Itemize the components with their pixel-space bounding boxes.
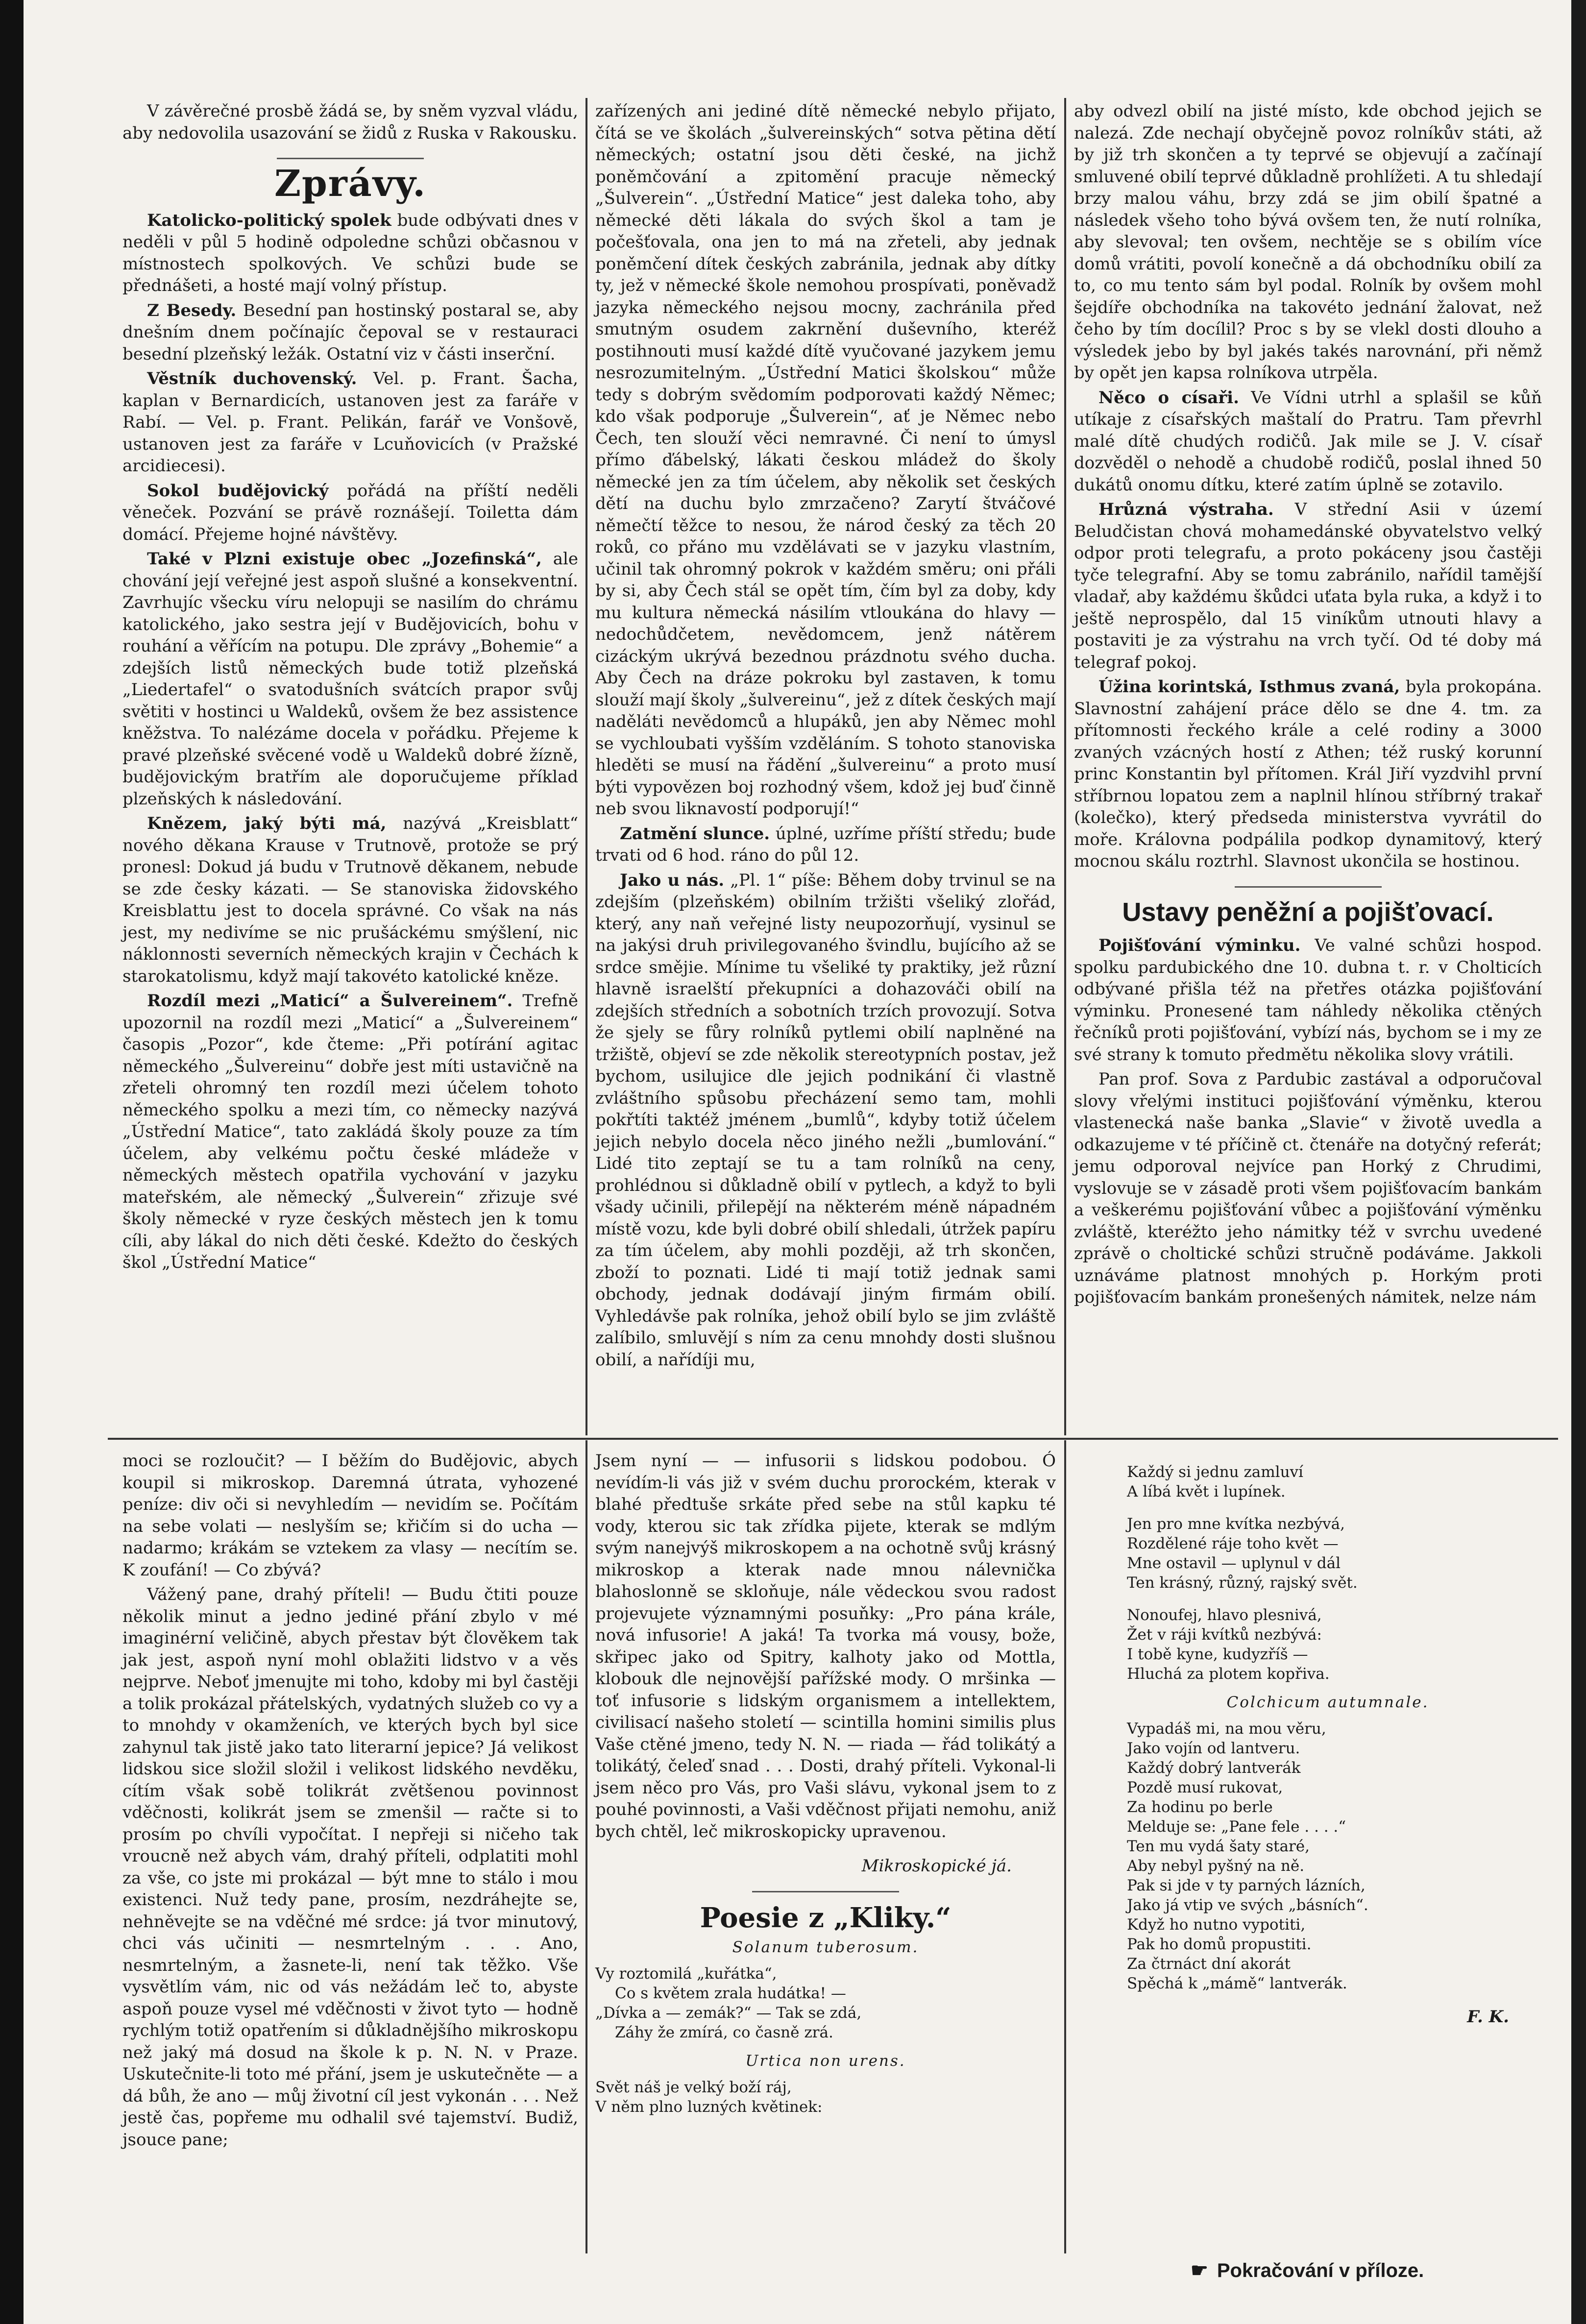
poem-line: Pak si jde v ty parných lázních, xyxy=(1127,1877,1366,1894)
news-item: Sokol budějovický pořádá na příští neděli věneček. Pozvání se právě roznášejí. Toiletta dám domácí. Přejeme hojné návštěvy. xyxy=(122,481,578,544)
news-item: Knězem, jaký býti má, nazývá „Kreisblatt“ nového děkana Krause v Trutnově, protože se prý pronesl: Dokud já budu v Trutnově děkanem, nebude se zde česky kázati. — Se stanoviska židovského Kreisblattu jest to docela správné. Co však na nás jest, my nedivíme se nic prušáckému smýšlení, nic náklonnosti severních německých krajin v Čechách k starokatolismu, když mají takovéto katolické kněze. xyxy=(122,814,579,986)
poem-line: Vypadáš mi, na mou věru, xyxy=(1127,1720,1326,1738)
poem-line: Aby nebyl pyšný na ně. xyxy=(1127,1857,1305,1875)
matice-continuation: zařízených ani jediné dítě německé nebylo přijato, čítá se ve školách „šulvereinských“ sotva pětina dětí německých; ostatní jsou děti české, na jichž poněmčování a zpitomění pracuje německý „Šulverein“. „Ústřední Matice“ jest daleka toho, aby německé děti lákala do svých škol a tam je počešťovala, ona jen to má na zřeteli, aby jednak poněmčení dítek českých zabránila, jednak aby dítky ty, jež v německé škole nemohou prospívati, poněvadž jazyka německého nejsou mocny, zachránila před smutným osudem zakrnění duševního, kteréž postihnouti musí každé dítě vyučované jazykem jemu nesrozumitelným. „Ústřední Matici školskou“ může tedy s dobrým svědomím podporovati každý Němec; kdo však podporuje „Šulverein“, ať je Němec nebo Čech, ten slouží věci nemravné. Či není to úmysl přímo ďábelský, lákati českou mládež do školy německé jen za tím účelem, aby několik set českých dětí na duchu bylo zmrzačeno? Zarytí štváčové němečtí těžce to nesou, že národ český za těch 20 roků, co přáno mu vzdělávati se v jazyku vlastním, učinil tak ohromný pokrok v každém směru; oni přáli by si, aby Čech stál se opět tím, čím byl za doby, kdy mu kultura německá násilím vtloukána do hlavy — nedochůdčetem, nevědomcem, jenž nátěrem cizáckým ukrývá bezednou prázdnotu svého ducha. Aby Čech na dráze pokroku byl zastaven, k tomu slouží mají školy „šulvereinu“, jež z dítek českých mají naděláti nevědomců a hlupáků, jen aby Němec mohl se vychloubati vyšším vzděláním. S tohoto stanoviska hleděti se musí na řádění „šulvereinu“ a proto musí býti vypovězen boj rozhodný všem, kdož jej buď činně neb svou liknavostí podporují!“ xyxy=(595,101,1056,819)
poem-title: Urtica non urens. xyxy=(745,2052,906,2070)
feuilleton-text: moci se rozloučit? — I běžím do Budějovic, abych koupil si mikroskop. Daremná útrata, vyhozené peníze: div oči si nevyhledím — nevidím se. Počítám na sebe volati — neslyším se; křičím si do ucha — nadarmo; krákám se vztekem za vlasy — necítím se. K zoufání! — Co zbývá? xyxy=(122,1451,578,1580)
bottom-column-2 xyxy=(595,1450,1056,2117)
divider xyxy=(1235,886,1382,888)
column-2 xyxy=(595,100,1056,1374)
poem-line: Nonoufej, hlavo plesnivá, xyxy=(1127,1606,1322,1624)
pointing-hand-icon: ☛ xyxy=(1191,2260,1208,2281)
column-3 xyxy=(1074,100,1542,1311)
signature: Mikroskopické já. xyxy=(861,1856,1012,1876)
poem-line: Ten krásný, různý, rajský svět. xyxy=(1127,1574,1358,1592)
column-1 xyxy=(122,100,578,1277)
poem-line: V něm plno luzných květinek: xyxy=(595,2098,823,2116)
feuilleton-text: Vážený pane, drahý příteli! — Budu čtiti pouze několik minut a jedno jediné přání zbylo v mé imaginérní veličině, abych přestav být člověkem tak jak jest, aspoň nyní mohl oblažiti lidstvo v a věs nejprve. Neboť jmenujte mi toho, kdoby mi byl častěji a tolik prokázal přátelských, vydatných služeb co vy a to mnohdy v okamženích, ve kterých bych byl sice zahynul tak jistě jako tato literarní jepice? Já velikost lidskou sice složil složil i velikost lidského nevděku, cítím však sobě tolikrát zvětšenou povinnost vděčnosti, kolikrát jsem se zmenšil — račte si to prosím po chvíli vypočítat. I nepřeji si ničeho tak vroucně než abych vám, drahý příteli, odplatiti mohl za vše, co jste mi prokázal — být mne to stálo i mou existenci. Nuž tedy pane, prosím, nezdráhejte se, nehněvejte se na vděčné mé srdce: já tvor minutový, chci vás učiniti — nesmrtelným . . . Ano, nesmrtelným, a žasnete-li, není tak těžko. Vše vysvětlím vám, nic od vás nežádám leč to, abyste aspoň pouze vysel mé vděčnosti v život tyto — hodně rychlým totiž opatřením si důkladnějšího mikroskopu než jaký má dosud na škole k p. N. N. v Praze. Uskutečnite-li toto mé přání, jsem je uskutečněte — a dá bůh, že ano — můj životní cíl jest vykonán . . . Než jestě čas, popřeme mu odhalil své tajemství. Budiž, jsouce pane; xyxy=(122,1585,578,2150)
poem-line: Vy roztomilá „kuřátka“, xyxy=(595,1965,777,1983)
poem-line: Mne ostavil — uplynul v dál xyxy=(1127,1554,1341,1572)
bottom-column-1 xyxy=(122,1450,578,2154)
feuilleton-text: Jsem nyní — — infusorii s lidskou podobou. Ó nevídím-li vás již v svém duchu prorockém, kterak v blahé předtuše srkáte před sebe na stůl kapku té vody, kterou sic tak zřídka pijete, kterak se mdlým svým nanejvýš mikroskopem a na ochotně svůj krásný mikroskop a kterak nade mnou nálevnička blahoslonně se skloňuje, nále vědeckou svou radost projevujete významnými posuňky: „Pro pána krále, nová infusorie! A jaká! Ta tvorka má vousy, bože, skřipec jako od Spitry, kalhoty jako od Mottla, klobouk dle nejnovější pařížské mody. O mršinka — toť infusorie s lidským organismem a intellektem, civilisací našeho století — scintilla homini similis plus Vaše ctěné jmeno, tedy N. N. — riada — řád tolikátý a tolikátý, čeleď snad . . . Dosti, drahý příteli. Vykonal-li jsem něco pro Vás, pro Vaši slávu, vykonal jsem to z pouhé povinnosti, a Vaši vděčnost přijati nemohu, aniž bych chtěl, leč mikroskopicky upravenou. xyxy=(595,1451,1056,1841)
poem-line: Rozdělené ráje toho květ — xyxy=(1127,1535,1339,1552)
paragraph: Pan prof. Sova z Pardubic zastával a odporučoval slovy vřelými instituci pojišťování výměnku, kterou vlastenecká naše banka „Slavie“ v životě uvedla a odkazujeme v té příčině ct. čtenáře na dotyčný referát; jemu odporoval nejvíce pan Horký z Chrudimi, vyslovuje se v zásadě proti všem pojišťovacím bankám a veškerému pojišťování vůbec a pojišťování výměnku zvláště, kteréžto jeho námitky též v svrchu uvedené zprávě o choltické schůzi stručně podáváme. Jakkoli uznáváme platnost mnohých p. Horkým proti pojišťovacím bankám pronešených námitek, nelze nám xyxy=(1074,1069,1542,1307)
poem-line: Za čtrnáct dní akorát xyxy=(1127,1955,1291,1973)
section-heading: Ustavy peněžní a pojišťovací. xyxy=(1122,897,1494,927)
bottom-column-3 xyxy=(1127,1462,1529,2028)
poetry-title: Poesie z „Kliky.“ xyxy=(700,1901,952,1934)
poem-line: Žet v ráji kvítků nezbývá: xyxy=(1127,1626,1322,1644)
news-item: Pojišťování výminku. Ve valné schůzi hospod. spolku pardubického dne 10. dubna t. r. v Cholticích odbývané přišla též na přetřes otázka pojišťování výminku. Pronesené tam náhledy několika ctěných řečníků proti pojišťování, vybízí nás, bychom se i my ze své strany k tomuto předmětu několika slovy vrátili. xyxy=(1074,936,1542,1065)
news-item: Katolicko-politický spolek bude odbývati dnes v neděli v půl 5 hodině odpoledne schůzi občasnou v místnostech spolkových. Ve schůzi bude se přednášeti, a hosté mají volný přístup. xyxy=(122,210,578,295)
poem-line: Jen pro mne kvítka nezbývá, xyxy=(1127,1515,1345,1533)
news-item: Z Besedy. Besední pan hostinský postaral se, aby dnešním dnem počínajíc čepoval se v restauraci besední plzeňský ležák. Ostatní viz v části inserční. xyxy=(122,300,579,364)
poem-line: Když ho nutno vypotiti, xyxy=(1127,1916,1306,1934)
column-rule xyxy=(1064,1440,1066,2253)
poem-line: Jako vojín od lantveru. xyxy=(1127,1740,1300,1757)
poem-line: Ten mu vydá šaty staré, xyxy=(1127,1838,1310,1855)
poem-line: Spěchá k „mámě“ lantverák. xyxy=(1127,1975,1347,1992)
poem-line: Každý dobrý lantverák xyxy=(1127,1759,1301,1777)
column-rule xyxy=(586,1440,587,2253)
scan-left-edge xyxy=(0,0,24,2324)
news-item: Rozdíl mezi „Maticí“ a Šulvereinem“. Trefně upozornil na rozdíl mezi „Maticí“ a „Šulvereinem“ časopis „Pozor“, kde čteme: „Při potírání agitac německého „Šulvereinu“ dobře jest míti ustavičně na zřeteli ohromný ten rozdíl mezi účelem tohoto německého spolku a mezi tím, co německy nazývá „Ústřední Matice“, tato zakládá školy pouze za tím účelem, aby velkému počtu české mládeže v německých městech opatřila vychování v jazyku mateřském, ale německý „Šulverein“ zřizuje své školy německé v ryze českých městech jen k tomu cíli, aby lákal do nich děti české. Kdežto do českých škol „Ústřední Matice“ xyxy=(122,991,578,1272)
poem-line: Pak ho domů propustiti. xyxy=(1127,1936,1312,1953)
poem-line: Za hodinu po berle xyxy=(1127,1798,1273,1816)
signature: F. K. xyxy=(1467,2007,1509,2027)
poem xyxy=(595,1937,1056,2117)
scan-right-edge xyxy=(1571,0,1586,2324)
news-heading: Zprávy. xyxy=(274,163,426,205)
news-item: Věstník duchovenský. Vel. p. Frant. Šacha, kaplan v Bernardicích, ustanoven jest za faráře v Rabí. — Vel. p. Frant. Pelikán, farář ve Vonšově, ustanoven jest za faráře v Lcuňovicích (v Pražské arcidiecesi). xyxy=(122,369,579,476)
poem-line: Svět náš je velký boží ráj, xyxy=(595,2079,792,2096)
column-rule xyxy=(1064,98,1066,1435)
column-rule xyxy=(586,98,587,1435)
divider xyxy=(752,1891,899,1892)
poem-line: „Dívka a — zemák?“ — Tak se zdá, xyxy=(595,2004,862,2022)
poem-line: Každý si jednu zamluví xyxy=(1127,1463,1303,1481)
poem-title: Colchicum autumnale. xyxy=(1226,1694,1429,1711)
poem xyxy=(1127,1462,1529,1993)
grain-continuation: aby odvezl obilí na jisté místo, kde obchod jejich se nalezá. Zde nechají obyčejně povoz rolníkův státi, až by již trh skončen a ty teprvé se objevují a začínají smluvené obilí teprvé důkladně prohlížeti. A tu shledají brzy malou váhu, brzy zdá se jim obilí špatné a následek všeho toho bývá ovšem ten, že nutí rolníka, aby slevoval; ten ovšem, nechtěje se s obilím více domů vrátiti, povolí konečně a dá obchodníku obilí za to, co mu tento sám byl podal. Rolník by ovšem mohl šejdíře obchodníka na takovéto jednání žalovat, než čeho by tím docílil? Proc s by se vlekl dosti dlouho a výsledek jebo by byl jakés takés narovnání, při němž by opět jen kapsa rolníkova utrpěla. xyxy=(1074,101,1542,383)
news-item: Něco o císaři. Ve Vídni utrhl a splašil se kůň utíkaje z císařských maštalí do Pratru. Tam převrhl malé dítě chudých rodičů. Jak mile se J. V. císař dozvěděl o nehodě a chudobě rodičů, poslal ihned 50 dukátů onomu dítku, které zatím úplně se zotavilo. xyxy=(1074,387,1542,495)
poem-line: Pozdě musí rukovat, xyxy=(1127,1779,1283,1796)
poem-line: Co s květem zrala hudátka! — xyxy=(615,1985,846,2002)
news-item: Také v Plzni existuje obec „Jozefinská“, ale chování její veřejné jest aspoň slušné a konsekventní. Zavrhujíc všecku víru nelopuji se nasilím do chrámu katolického, jako sestra její v Budějovicích, bohu v rouhání a věřícím na potupu. Dle zprávy „Bohemie“ a zdejších listů německých bude totiž plzeňská „Liedertafel“ o svatodušních svátcích prapor svůj světiti v hostinci u Waldeků, ovšem že bez assistence kněžstva. To nalézáme docela v pořádku. Přejeme k pravé plzeňské svěcené vodě u Waldeků dobré žízně, budějovickým bratřím ale doporučujeme příklad plzeňských k následování. xyxy=(122,549,578,809)
poem-line: A líbá květ i lupínek. xyxy=(1127,1483,1286,1501)
news-item: Jako u nás. „Pl. 1“ píše: Během doby trvinul se na zdejším (plzeňském) obilním tržišti všeliký zlořád, který, any naň veřejné listy neupozorňují, vysinul se na jakýsi druh privilegovaného švindlu, bujícího až se srdce smějie. Mínime tu všeliké ty praktiky, jež různí hlavně israelští překupníci a dohazováči obilí na zdejších středních a sobotních trzích provozují. Sotva že sjely se fůry rolníků pytlemi obilí naplněné na tržiště, objeví se zde několik stereotypních postav, jež bychom, usilujice dle jejich podnikání či vlastně zvláštního spůsobu přecházení semo tam, mohli pokřtíti taktéž jménem „bumlů“, kdyby totiž účelem jejich nebylo docela něco jiného nežli „bumlování.“ Lidé tito zeptají se tu a tam rolníků na ceny, prohlédnou si důkladně obilí v pytlech, a když to byli všady učinili, přilepějí na některém méně nápadném místě vozu, kde byli dobré obilí shledali, útržek papíru za tím účelem, aby mohli později, až trh skončen, zboží to poznati. Lidé ti mají totiž jednak sami obchody, jednak dodávají jiným firmám obilí. Vyhledávše pak rolníka, jehož obilí bylo se jim zvláště zalíbilo, smluvějí s ním za cenu mnohdy dosti slušnou obilí, a nařídíji mu, xyxy=(595,870,1056,1370)
poem-line: Melduje se: „Pane fele . . . .“ xyxy=(1127,1818,1346,1836)
news-item: Hrůzná výstraha. V střední Asii v území Beludčistan chová mohamedánské obyvatelstvo velký odpor proti telegrafu, a proto pokáceny jsou častěji tyče telegrafní. Aby se tomu zabránilo, nařídil tamější vladař, aby každému škůdci uťata byla ruka, a když i to ještě neprospělo, dal 15 viníkům utnouti hlavy a postaviti je za výstrahu na vrch tyčí. Od té doby má telegraf pokoj. xyxy=(1074,500,1542,672)
news-item: Zatmění slunce. úplné, uzříme příští středu; bude trvati od 6 hod. ráno do půl 12. xyxy=(595,823,1056,865)
continued-notice: ☛ Pokračování v příloze. xyxy=(1191,2260,1424,2281)
poem-line: Záhy že zmírá, co časně zrá. xyxy=(615,2024,833,2041)
poem-line: Jako já vtip ve svých „básních“. xyxy=(1127,1896,1368,1914)
poem-line: I tobě kyne, kudyzříš — xyxy=(1127,1646,1308,1663)
news-item: Úžina korintská, Isthmus zvaná, byla prokopána. Slavnostní zahájení práce dělo se dne 4. tm. za přítomnosti řeckého krále a celé rodiny a 3000 zvaných vzácných hostí z Athen; též ruský korunní princ Konstantin byl přítomen. Král Jiří vyzdvihl první stříbrnou lopatou zem a naplnil hlínou stříbrný trakař (kolečko), který předseda ministerstva vyvrátil do moře. Královna podpálila podkop dynamitový, který mocnou skálu roztrhl. Slavnost ukončila se hostinou. xyxy=(1074,677,1542,871)
poem-title: Solanum tuberosum. xyxy=(732,1938,919,1956)
divider xyxy=(277,158,424,159)
section-rule xyxy=(108,1438,1558,1440)
poem-line: Hluchá za plotem kopřiva. xyxy=(1127,1665,1330,1683)
intro-paragraph: V závěrečné prosbě žádá se, by sněm vyzval vládu, aby nedovolila usazování se židů z Ruska v Rakousku. xyxy=(122,101,578,143)
